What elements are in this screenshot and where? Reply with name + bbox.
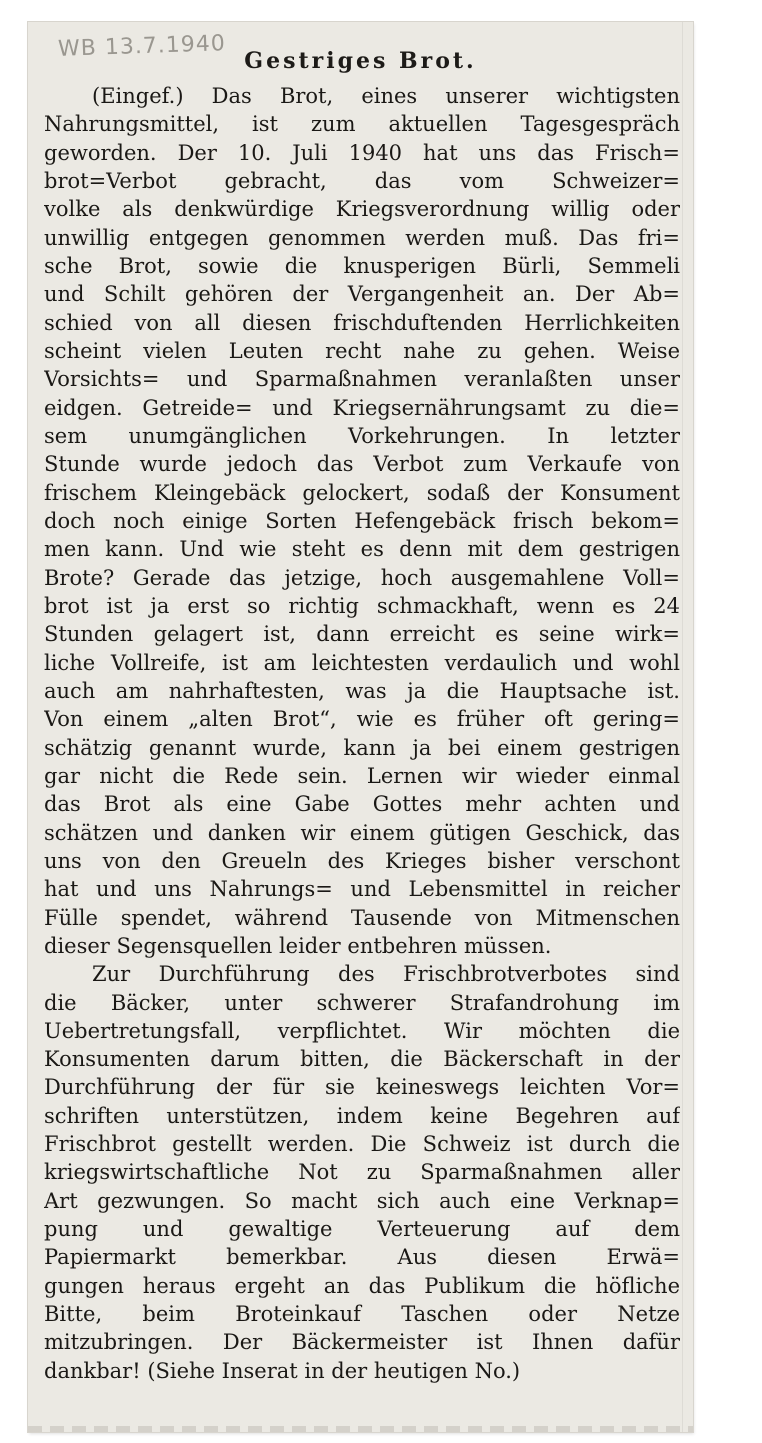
article-line: Von einem „alten Brot“, wie es früher oft gering= bbox=[44, 707, 680, 732]
article-line: Vorsichts= und Sparmaßnahmen veranlaßten unser bbox=[44, 367, 680, 392]
article-line: auch am nahrhaftesten, was ja die Hauptsache ist. bbox=[44, 678, 680, 703]
article-line: Uebertretungsfall, verpflichtet. Wir möchten die bbox=[44, 1018, 680, 1043]
article-line: men kann. Und wie steht es denn mit dem gestrigen bbox=[44, 537, 680, 562]
article-line: schriften unterstützen, indem keine Begehren auf bbox=[44, 1103, 680, 1128]
article-line: schied von all diesen frischduftenden Herrlichkeiten bbox=[44, 310, 680, 335]
article-line: schätzen und danken wir einem gütigen Geschick, das bbox=[44, 820, 680, 845]
article-line: sem unumgänglichen Vorkehrungen. In letzter bbox=[44, 423, 680, 448]
article-line: mitzubringen. Der Bäckermeister ist Ihnen dafür bbox=[44, 1330, 680, 1355]
article-line: die Bäcker, unter schwerer Strafandrohung im bbox=[44, 990, 680, 1015]
article-line: pung und gewaltige Verteuerung auf dem bbox=[44, 1217, 680, 1242]
article-line: dieser Segensquellen leider entbehren müssen. bbox=[44, 933, 552, 958]
article-line: Nahrungsmittel, ist zum aktuellen Tagesgespräch bbox=[44, 112, 680, 137]
article-line: Durchführung der für sie keineswegs leichten Vor= bbox=[44, 1075, 680, 1100]
article-headline: Gestriges Brot. bbox=[244, 48, 477, 74]
article-line: scheint vielen Leuten recht nahe zu gehen. Weise bbox=[44, 338, 680, 363]
article-line: Bitte, beim Broteinkauf Taschen oder Netze bbox=[44, 1302, 680, 1327]
article-line: Papiermarkt bemerkbar. Aus diesen Erwä= bbox=[44, 1245, 680, 1270]
article-line: gar nicht die Rede sein. Lernen wir wieder einmal bbox=[44, 763, 680, 788]
article-line: brot ist ja erst so richtig schmackhaft, wenn es 24 bbox=[44, 593, 680, 618]
article-line: gungen heraus ergeht an das Publikum die höfliche bbox=[44, 1273, 680, 1298]
article-line: geworden. Der 10. Juli 1940 hat uns das Frisch= bbox=[44, 140, 680, 165]
article-body bbox=[44, 82, 680, 1385]
article-line: Frischbrot gestellt werden. Die Schweiz ist durch die bbox=[44, 1132, 680, 1157]
article-line: Brote? Gerade das jetzige, hoch ausgemahlene Voll= bbox=[44, 565, 680, 590]
handwritten-note: WB 13.7.1940 bbox=[57, 31, 227, 62]
article-line: (Eingef.) Das Brot, eines unserer wichtigsten bbox=[92, 84, 680, 108]
article-line: Zur Durchführung des Frischbrotverbotes sind bbox=[92, 962, 680, 987]
article-line: eidgen. Getreide= und Kriegsernährungsamt zu die= bbox=[44, 395, 680, 420]
article-line: Stunde wurde jedoch das Verbot zum Verkaufe von bbox=[44, 452, 680, 477]
newspaper-clipping bbox=[28, 22, 693, 1432]
article-line: sche Brot, sowie die knusperigen Bürli, Semmeli bbox=[44, 253, 680, 278]
article-line: unwillig entgegen genommen werden muß. Das fri= bbox=[44, 225, 680, 250]
article-line: brot=Verbot gebracht, das vom Schweizer= bbox=[44, 168, 680, 193]
article-line: doch noch einige Sorten Hefengebäck frisch bekom= bbox=[44, 508, 680, 533]
article-line: Fülle spendet, während Tausende von Mitmenschen bbox=[44, 905, 680, 930]
article-line: und Schilt gehören der Vergangenheit an. Der Ab= bbox=[44, 282, 680, 307]
article-line: kriegswirtschaftliche Not zu Sparmaßnahmen aller bbox=[44, 1160, 680, 1185]
article-line: Stunden gelagert ist, dann erreicht es seine wirk= bbox=[44, 622, 680, 647]
article-line: Art gezwungen. So macht sich auch eine Verknap= bbox=[44, 1188, 680, 1213]
article-line: frischem Kleingebäck gelockert, sodaß der Konsument bbox=[44, 480, 680, 505]
article-line: uns von den Greueln des Krieges bisher verschont bbox=[44, 848, 680, 873]
article-line: das Brot als eine Gabe Gottes mehr achten und bbox=[44, 792, 680, 817]
article-line: schätzig genannt wurde, kann ja bei einem gestrigen bbox=[44, 735, 680, 760]
torn-bottom-edge bbox=[28, 1426, 693, 1432]
article-line: dankbar! (Siehe Inserat in der heutigen No.) bbox=[44, 1358, 521, 1383]
article-line: volke als denkwürdige Kriegsverordnung willig oder bbox=[44, 197, 680, 222]
article-line: liche Vollreife, ist am leichtesten verdaulich und wohl bbox=[44, 650, 680, 675]
article-line: hat und uns Nahrungs= und Lebensmittel in reicher bbox=[44, 877, 680, 902]
article-line: Konsumenten darum bitten, die Bäckerschaft in der bbox=[44, 1047, 680, 1072]
